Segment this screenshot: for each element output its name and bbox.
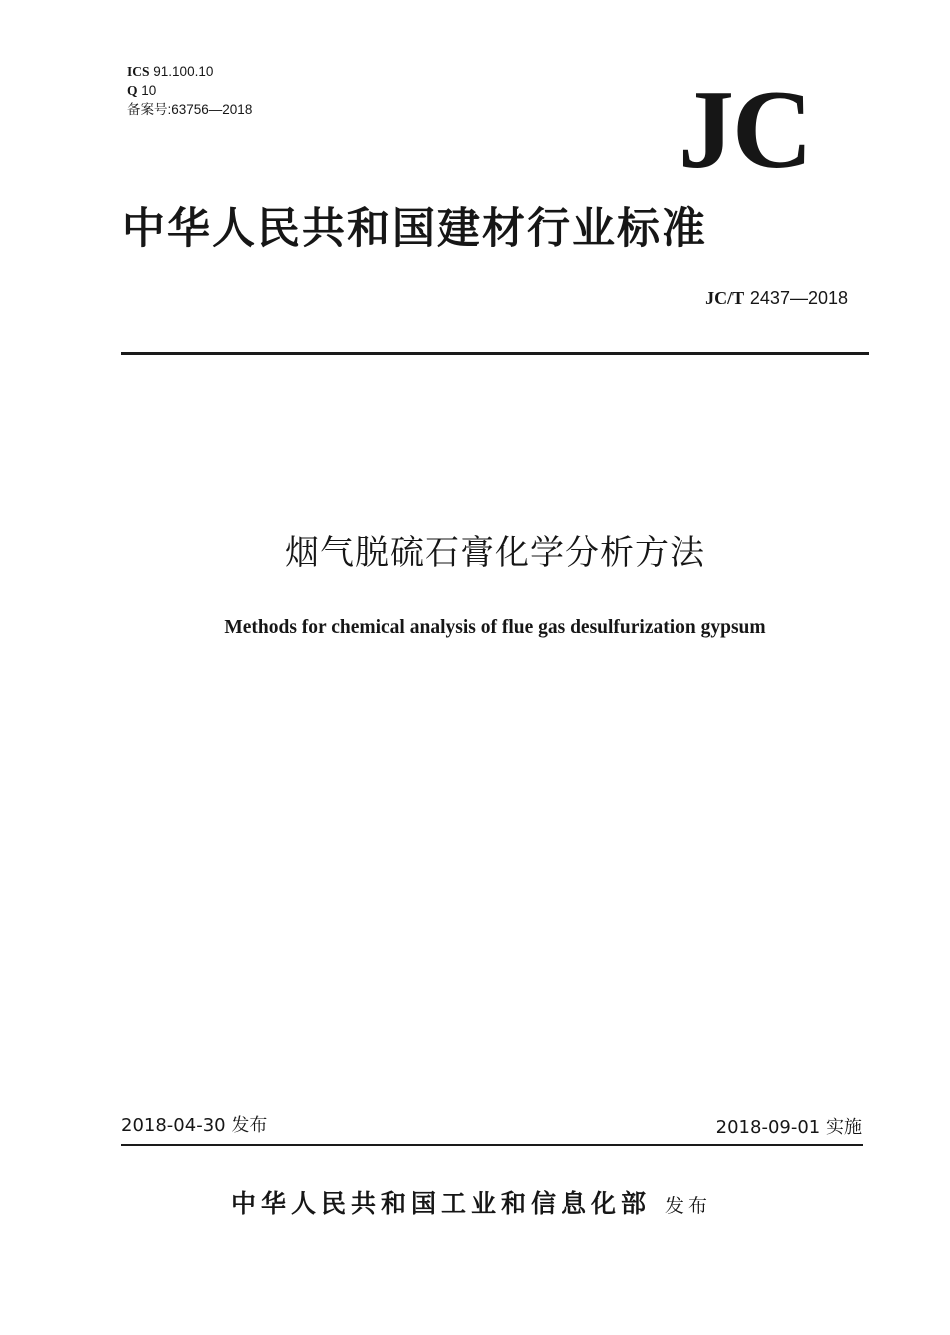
publisher-organization: 中华人民共和国工业和信息化部 <box>231 1189 652 1218</box>
implementation-date: 2018-09-01 实施 <box>715 1117 862 1138</box>
jc-logo: JC <box>678 68 811 192</box>
standard-type-title: 中华人民共和国建材行业标准 <box>122 204 707 254</box>
ccs-line <box>127 81 252 100</box>
ics-line <box>127 62 252 81</box>
classification-block <box>127 62 252 119</box>
top-divider <box>121 352 869 355</box>
document-title-english: Methods for chemical analysis of flue gas desulfurization gypsum <box>224 617 766 638</box>
filing-number: 备案号:63756—2018 <box>127 102 253 117</box>
ccs-label: Q <box>127 83 138 98</box>
issue-date: 2018-04-30 发布 <box>121 1115 268 1136</box>
ics-label: ICS <box>127 64 150 79</box>
publisher-action: 发布 <box>665 1195 712 1217</box>
standard-number <box>705 288 848 309</box>
document-title-chinese: 烟气脱硫石膏化学分析方法 <box>285 533 705 573</box>
bottom-divider <box>121 1144 863 1146</box>
ccs-code: 10 <box>141 83 157 98</box>
standard-number-prefix: JC/T <box>705 288 745 308</box>
publisher <box>231 1184 711 1220</box>
standard-number-value: 2437—2018 <box>749 288 848 308</box>
ics-code: 91.100.10 <box>153 64 214 79</box>
